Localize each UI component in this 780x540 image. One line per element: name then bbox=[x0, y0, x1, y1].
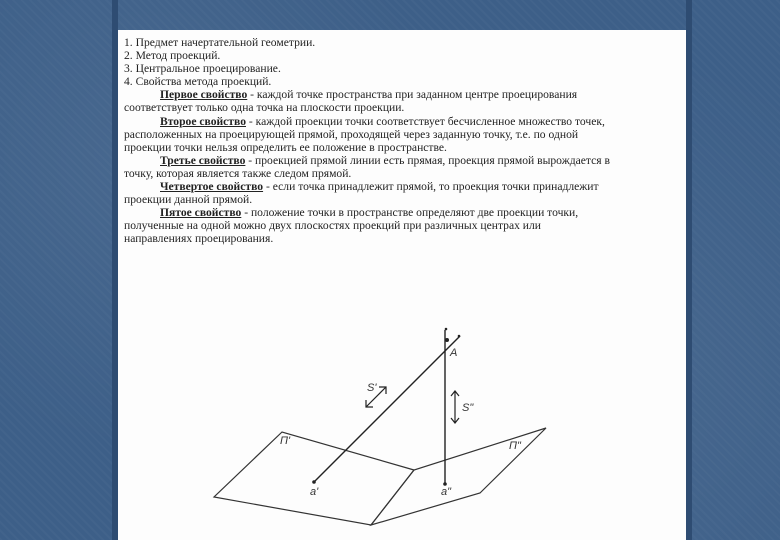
label-a1: a' bbox=[310, 486, 319, 498]
property-3-title: Третье свойство bbox=[160, 153, 246, 167]
list-item-3: 3. Центральное проецирование. bbox=[124, 62, 281, 76]
property-5-line-3: направлениях проецирования. bbox=[124, 232, 274, 246]
projection-diagram bbox=[118, 30, 686, 540]
property-3-line-2: точку, которая является также следом прямой. bbox=[124, 166, 352, 180]
label-a: A bbox=[450, 347, 458, 359]
property-1-line-2: соответствует только одна точка на плоскости проекции. bbox=[124, 101, 405, 115]
label-a2: a" bbox=[441, 486, 452, 498]
label-plane-2: П" bbox=[509, 440, 521, 452]
property-1-title: Первое свойство bbox=[160, 88, 248, 102]
slide-border-right bbox=[686, 0, 692, 540]
label-plane-1: П' bbox=[280, 435, 291, 447]
property-2-line-3: проекции точки нельзя определить ее положение в пространстве. bbox=[124, 140, 447, 154]
list-item-1: 1. Предмет начертательной геометрии. bbox=[124, 36, 316, 49]
property-5-text: - положение точки в пространстве определяют две проекции точки, bbox=[241, 206, 579, 220]
point-a bbox=[445, 338, 449, 342]
label-s1: S' bbox=[367, 382, 377, 394]
property-2-title: Второе свойство bbox=[160, 114, 246, 128]
property-3-text: - проекцией прямой линии есть прямая, проекция прямой вырождается в bbox=[245, 153, 610, 167]
property-5-line-2: полученные на одной можно двух плоскостях проекций при различных центрах или bbox=[124, 219, 541, 233]
plane-1 bbox=[214, 432, 414, 525]
label-s2: S" bbox=[462, 402, 474, 414]
property-1-text: - каждой точке пространства при заданном центре проецирования bbox=[247, 88, 578, 102]
property-4-text: - если точка принадлежит прямой, то проекция точки принадлежит bbox=[263, 180, 599, 194]
property-2-line-2: расположенных на проецирующей прямой, проходящей через заданную точку, т.е. по одной bbox=[124, 127, 579, 141]
document-page bbox=[118, 30, 686, 540]
projecting-line-1 bbox=[314, 336, 460, 482]
list-item-4: 4. Свойства метода проекций. bbox=[124, 75, 272, 89]
point-a1 bbox=[312, 480, 316, 484]
list-item-2: 2. Метод проекций. bbox=[124, 49, 221, 63]
point-dot-2 bbox=[445, 328, 448, 331]
point-dot-1 bbox=[458, 335, 461, 338]
property-4-line-2: проекции данной прямой. bbox=[124, 193, 253, 207]
property-2-text: - каждой проекции точки соответствует бесчисленное множество точек, bbox=[246, 114, 605, 128]
property-5-title: Пятое свойство bbox=[160, 206, 242, 220]
property-4-title: Четвертое свойство bbox=[160, 180, 264, 194]
